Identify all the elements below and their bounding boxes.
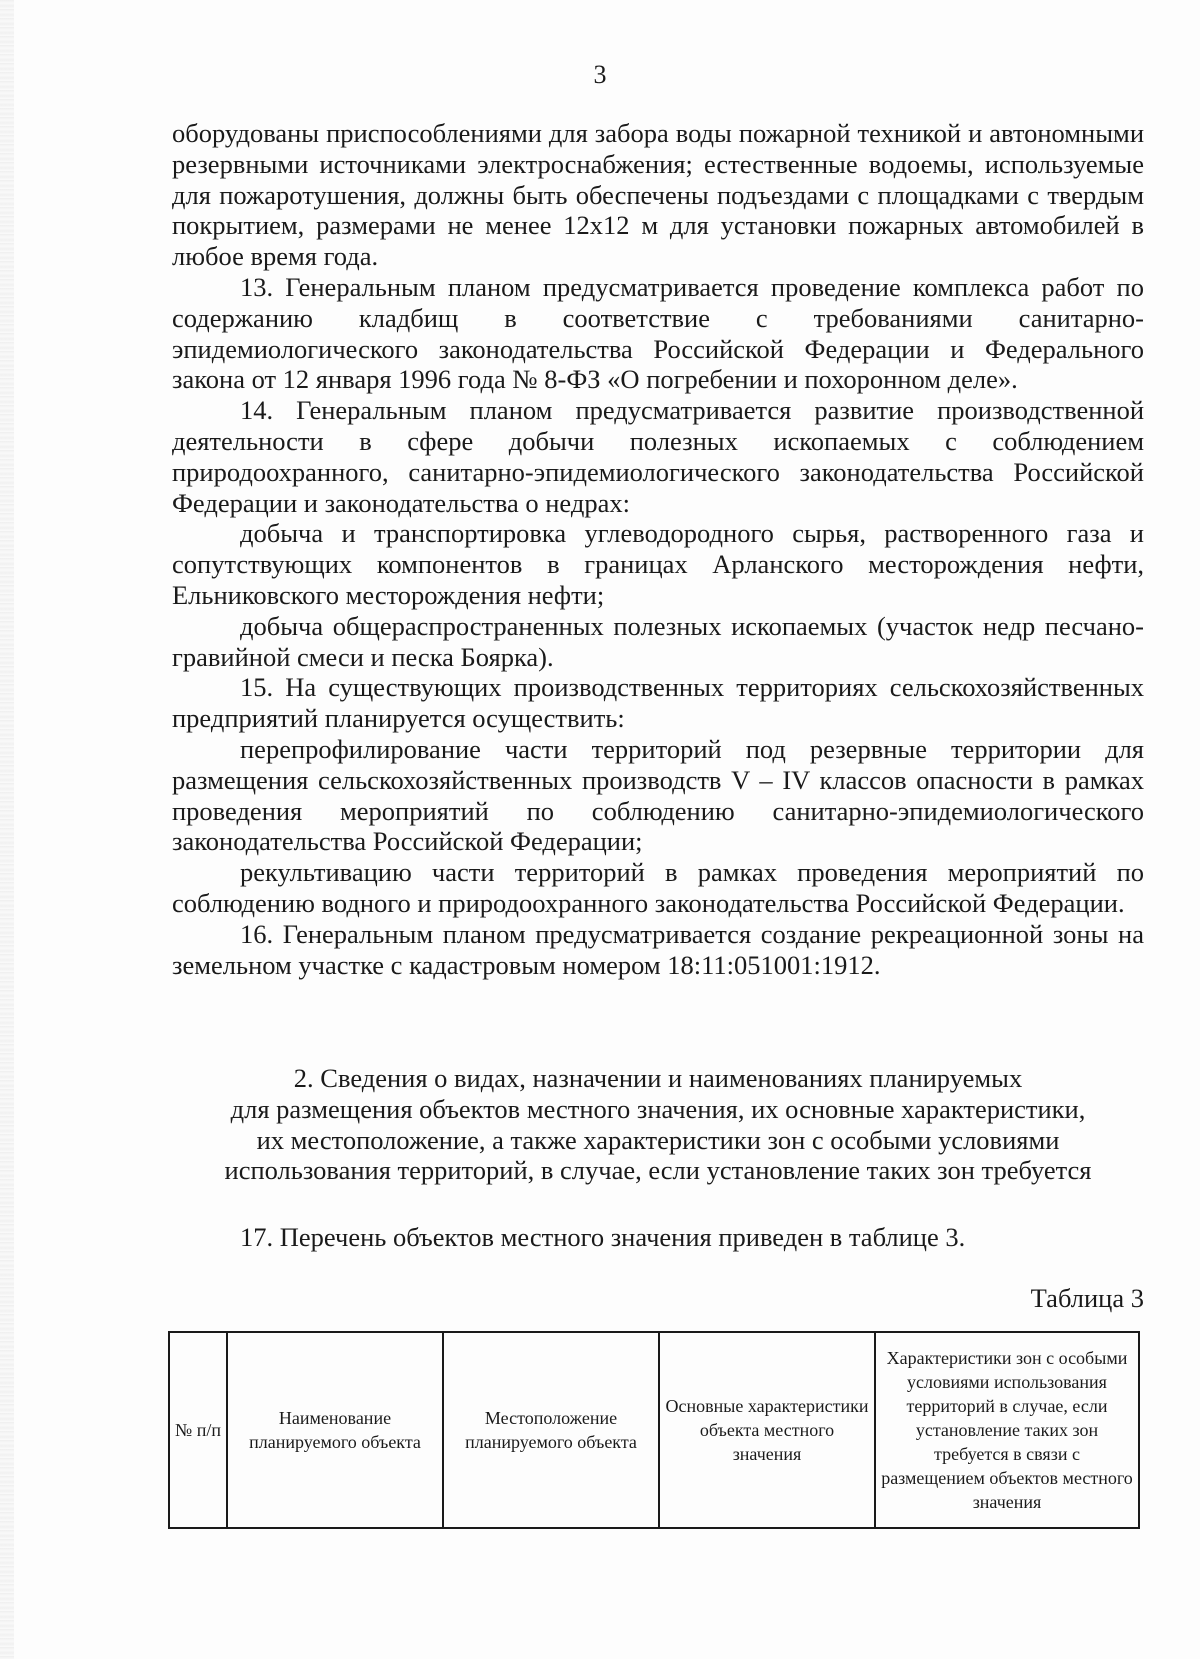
- header-cell-location: Местоположение планируемого объекта: [443, 1332, 659, 1528]
- header-cell-characteristics: Основные характеристики объекта местного значения: [659, 1332, 875, 1528]
- table-caption: Таблица 3: [1030, 1283, 1144, 1313]
- section-heading: [172, 1063, 1144, 1186]
- paragraph-14-item-2: добыча общераспространенных полезных ископаемых (участок недр песчано-гравийной смеси и песка Боярка).: [172, 610, 1144, 672]
- header-cell-object-name: Наименование планируемого объекта: [227, 1332, 443, 1528]
- section-heading-line: 2. Сведения о видах, назначении и наименованиях планируемых: [293, 1063, 1023, 1093]
- table-3: [168, 1331, 1140, 1529]
- header-cell-zone-characteristics: Характеристики зон с особыми условиями использования территорий в случае, если установление таких зон требуется в связи с размещением объектов местного значения: [875, 1332, 1139, 1528]
- page-number: 3: [593, 60, 607, 89]
- paragraph-13: 13. Генеральным планом предусматривается проведение комплекса работ по содержанию кладбищ в соответствие с требованиями санитарно-эпидемиологического законодательства Российской Федерации и Федерального закона от 12 января 1996 года № 8-ФЗ «О погребении и похоронном деле».: [172, 271, 1144, 395]
- paragraph-16: 16. Генеральным планом предусматривается создание рекреационной зоны на земельном участке с кадастровым номером 18:11:051001:1912.: [172, 918, 1144, 980]
- header-cell-number: № п/п: [169, 1332, 227, 1528]
- local-objects-table: [168, 1331, 1140, 1529]
- paragraph-15-item-2: рекультивацию части территорий в рамках проведения мероприятий по соблюдению водного и природоохранного законодательства Российской Федерации.: [172, 857, 1144, 918]
- paragraph-17: 17. Перечень объектов местного значения приведен в таблице 3.: [240, 1222, 966, 1252]
- section-heading-line: для размещения объектов местного значения, их основные характеристики,: [230, 1093, 1086, 1124]
- paragraph-15: 15. На существующих производственных территориях сельскохозяйственных предприятий планируется осуществить:: [172, 672, 1144, 734]
- body-text: [172, 118, 1144, 980]
- section-heading-line: их местоположение, а также характеристики зон с особыми условиями: [256, 1124, 1060, 1155]
- paragraph-continuation: оборудованы приспособлениями для забора воды пожарной техникой и автономными резервными источниками электроснабжения; естественные водоемы, используемые для пожаротушения, должны быть обеспечены подъездами с площадками с твердым покрытием, размерами не менее 12х12 м для установки пожарных автомобилей в любое время года.: [172, 118, 1144, 272]
- paragraph-15-item-1: перепрофилирование части территорий под резервные территории для размещения сельскохозяйственных производств V – IV классов опасности в рамках проведения мероприятий по соблюдению санитарно-эпидемиологического законодательства Российской Федерации;: [172, 733, 1144, 857]
- paragraph-14: 14. Генеральным планом предусматривается развитие производственной деятельности в сфере добычи полезных ископаемых с соблюдением природоохранного, санитарно-эпидемиологического законодательства Российской Федерации и законодательства о недрах:: [172, 395, 1144, 518]
- table-header-row: [169, 1332, 1139, 1528]
- scan-edge-artifact: [0, 0, 14, 1659]
- section-heading-line: использования территорий, в случае, если установление таких зон требуется: [224, 1155, 1092, 1186]
- paragraph-14-item-1: добыча и транспортировка углеводородного сырья, растворенного газа и сопутствующих компонентов в границах Арланского месторождения нефти, Ельниковского месторождения нефти;: [172, 518, 1144, 610]
